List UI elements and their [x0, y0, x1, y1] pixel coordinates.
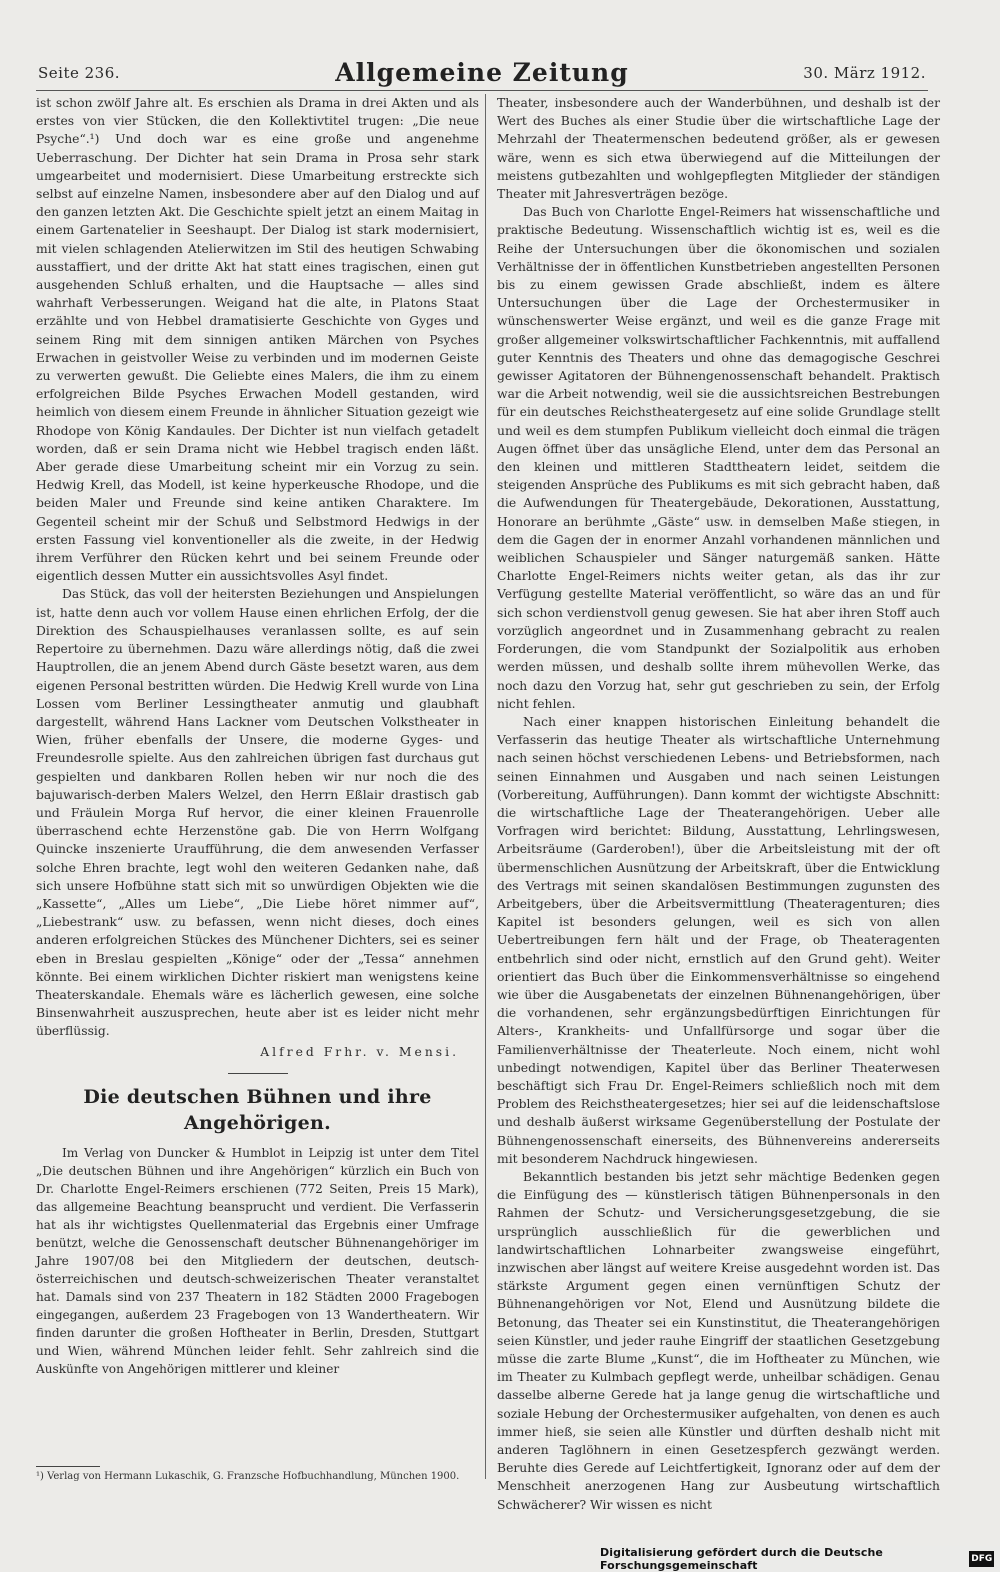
section-heading: Die deutschen Bühnen und ihre Angehörigen. — [83, 1085, 432, 1134]
header-rule — [36, 90, 928, 91]
section-paragraph: Im Verlag von Duncker & Humblot in Leipzig ist unter dem Titel „Die deutschen Bühnen und ihre Angehörigen“ kürzlich ein Buch von Dr. Charlotte Engel-Reimers erschienen (772 Seiten, Preis 15 Mark), das allgemeine Beachtung beansprucht und verdient. Die Verfasserin hat als ihr wichtigstes Quellenmaterial das Ergebnis einer Umfrage benützt, welche die Genossenschaft deutscher Bühnenangehöriger im Jahre 1907/08 bei den Mitgliedern der deutschen, deutsch-österreichischen und deutsch-schweizerischen Theater veranstaltet hat. Damals sind von 237 Theatern in 182 Städten 2000 Fragebogen eingegangen, außerdem 23 Fragebogen von 13 Wandertheatern. Wir finden darunter die großen Hoftheater in Berlin, Dresden, Stuttgart und Wien, während München leider fehlt. Sehr zahlreich sind die Auskünfte von Angehörigen mittlerer und kleiner — [36, 1145, 479, 1376]
right-column — [497, 94, 940, 1512]
page-header — [38, 58, 926, 90]
newspaper-title: Allgemeine Zeitung — [335, 58, 629, 87]
left-paragraph-2: Das Stück, das voll der heitersten Beziehungen und Anspielungen ist, hatte denn auch vor vollem Hause einen ehrlichen Erfolg, der die Direktion des Schauspielhauses veranlassen sollte, es auf sein Repertoire zu übernehmen. Dazu wäre allerdings nötig, daß die zwei Hauptrollen, die an jenem Abend durch Gäste besetzt waren, aus dem eigenen Personal bestritten würden. Die Hedwig Krell wurde von Lina Lossen vom Berliner Lessingtheater anmutig und glaubhaft dargestellt, während Hans Lackner vom Deutschen Volkstheater in Wien, früher ebenfalls der Unsere, die moderne Gyges- und Freundesrolle spielte. Aus den zahlreichen übrigen fast durchaus gut gespielten und dankbaren Rollen heben wir nur noch die des bajuwarisch-derben Malers Welzel, den Herrn Eßlair drastisch gab und Fräulein Morga Ruf hervor, die einer kleinen Frauenrolle überraschend echte Herzenstöne gab. Die von Herrn Wolfgang Quincke inszenierte Uraufführung, die dem anwesenden Verfasser solche Ehren brachte, legt wohl den weiteren Gedanken nahe, daß sich unsere Hofbühne statt sich mit so unwürdigen Objekten wie die „Kassette“, „Alles um Liebe“, „Die Liebe höret nimmer auf“, „Liebestrank“ usw. zu befassen, wenn nicht dieses, doch eines anderen erfolgreichen Stückes des Münchener Dichters, sei es seiner eben in Breslau gespielten „Könige“ oder der „Tessa“ annehmen könnte. Bei einem wirklichen Dichter riskiert man wenigstens keine Theaterskandale. Ehemals wäre es lächerlich gewesen, eine solche Binsenwahrheit auszusprechen, heute aber ist es leider nicht mehr überflüssig. — [36, 587, 479, 1039]
section-separator — [228, 1073, 288, 1074]
footnote: ¹) Verlag von Hermann Lukaschik, G. Franzsche Hofbuchhandlung, München 1900. — [36, 1471, 460, 1482]
right-paragraph-2: Das Buch von Charlotte Engel-Reimers hat wissenschaftliche und praktische Bedeutung. Wissenschaftlich wichtig ist es, weil es die Reihe der Untersuchungen über die ökonomischen und sozialen Verhältnisse der in öffentlichen Kunstbetrieben angestellten Personen bis zu einem gewissen Grade abschließt, indem es ältere Untersuchungen über die Lage der Orchestermusiker in wünschenswerter Weise ergänzt, und weil es die ganze Frage mit großer allgemeiner volkswirtschaftlicher Fachkenntnis, mit auffallend guter Kenntnis des Theaters und ohne das demagogische Geschrei gewisser Agitatoren der Bühnengenossenschaft behandelt. Praktisch war die Arbeit notwendig, weil sie die aussichtsreichen Bestrebungen für ein deutsches Reichstheatergesetz auf eine solide Grundlage stellt und weil es dem stumpfen Publikum vielleicht doch einmal die trägen Augen öffnet über das unsägliche Elend, unter dem das Personal an den kleinen und mittleren Stadttheatern leidet, seitdem die steigenden Ansprüche des Publikums es mit sich gebracht haben, daß die Aufwendungen für Theatergebäude, Dekorationen, Ausstattung, Honorare an berühmte „Gäste“ usw. in demselben Maße stiegen, in dem die Gagen der in enormer Anzahl vorhandenen männlichen und weiblichen Schauspieler und Sänger naturgemäß sanken. Hätte Charlotte Engel-Reimers nichts weiter getan, als das ihr zur Verfügung gestellte Material veröffentlicht, so wäre das an und für sich schon verdienstvoll genug gewesen. Sie hat aber ihren Stoff auch vorzüglich angeordnet und in Zusammenhang gebracht zu realen Forderungen, die vom Standpunkt der Sozialpolitik aus erhoben werden müssen, und deshalb sollte ihrem mühevollen Werke, das noch dazu den Vorzug hat, sehr gut geschrieben zu sein, der Erfolg nicht fehlen. — [497, 205, 940, 711]
right-paragraph-1: Theater, insbesondere auch der Wanderbühnen, und deshalb ist der Wert des Buches als einer Studie über die wirtschaftliche Lage der Mehrzahl der Theatermenschen bedeutend größer, als er gewesen wäre, wenn es sich etwa überwiegend auf die Mitteilungen der meistens gutbezahlten und wohlgepflegten Mitglieder der ständigen Theater mit Jahresverträgen bezöge. — [497, 96, 940, 202]
author-signature: Alfred Frhr. v. Mensi. — [260, 1044, 459, 1059]
right-paragraph-4: Bekanntlich bestanden bis jetzt sehr mächtige Bedenken gegen die Einfügung des — künstlerisch tätigen Bühnenpersonals in den Rahmen der Schutz- und Versicherungsgesetzgebung, die sie ursprünglich ausschließlich für die gewerblichen und landwirtschaftlichen Lohnarbeiter zwangsweise eingeführt, inzwischen aber längst auf weitere Kreise ausgedehnt worden ist. Das stärkste Argument gegen einen vernünftigen Schutz der Bühnenangehörigen vor Not, Elend und Ausnützung bildete die Betonung, das Theater sei ein Kunstinstitut, die Theaterangehörigen seien Künstler, und jeder rauhe Eingriff der staatlichen Gesetzgebung müsse die zarte Blume „Kunst“, die im Hoftheater zu München, wie im Theater zu Kulmbach gepflegt werde, unheilbar schädigen. Genau dasselbe alberne Gerede hat ja lange genug die wirtschaftliche und soziale Hebung der Orchestermusiker aufgehalten, von denen es auch immer hieß, sie seien alle Künstler und dürften deshalb nicht mit anderen Taglöhnern in einen Gesetzespferch gezwängt werden. Beruhte dies Gerede auf Leichtfertigkeit, Ignoranz oder auf dem der Menschheit anerzogenen Hang zur Ausbeutung wirtschaftlich Schwächerer? Wir wissen es nicht — [497, 1169, 940, 1512]
footnote-rule — [36, 1466, 100, 1467]
dfg-logo[interactable]: DFG — [969, 1551, 994, 1567]
right-paragraph-3: Nach einer knappen historischen Einleitung behandelt die Verfasserin das heutige Theater als wirtschaftliche Unternehmung nach seinen höchst verschiedenen Lebens- und Betriebsformen, nach seinen Einnahmen und Ausgaben und nach seinen Leistungen (Vorbereitung, Aufführungen). Dann kommt der wichtigste Abschnitt: die wirtschaftliche Lage der Theaterangehörigen. Ueber alle Vorfragen wird berichtet: Bildung, Ausstattung, Lehrlingswesen, Arbeitsräume (Garderoben!), über die Arbeitsleistung mit der oft übermenschlichen Ausnützung der Arbeitskraft, über die Entwicklung des Vertrags mit seinen skandalösen Bestimmungen zugunsten des Arbeitgebers, über die Arbeitsvermittlung (Theateragenturen; dies Kapitel ist besonders gelungen, weil es sich von allen Uebertreibungen fern hält und der Frage, ob Theateragenten entbehrlich sind oder nicht, ernstlich auf den Grund geht). Weiter orientiert das Buch über die Einkommensverhältnisse so eingehend wie über die Ausgabenetats der einzelnen Bühnenangehörigen, über die vorhandenen, sehr ergänzungsbedürftigen Einrichtungen für Alters-, Krankheits- und Unfallfürsorge und sogar über die Familienverhältnisse der Theaterleute. Noch einem, nicht wohl unbedingt notwendigen, Kapitel über das Berliner Theaterwesen beschäftigt sich Frau Dr. Engel-Reimers schließlich noch mit dem Problem des Reichstheatergesetzes; hier sei auf die leidenschaftslose und deshalb äußerst wirksame Gegenüberstellung der Postulate der Bühnengenossenschaft einerseits, des Bühnenvereins andererseits mit besonderem Nachdruck hingewiesen. — [497, 714, 940, 1166]
funding-footer — [600, 1546, 1000, 1572]
issue-date: 30. März 1912. — [803, 64, 926, 82]
left-paragraph-1: ist schon zwölf Jahre alt. Es erschien als Drama in drei Akten und als erstes von vier Stücken, die den Kollektivtitel trugen: „Die neue Psyche“.¹) Und doch war es eine große und angenehme Ueberraschung. Der Dichter hat sein Drama in Prosa sehr stark umgearbeitet und modernisiert. Diese Umarbeitung erstreckte sich selbst auf einzelne Namen, insbesondere aber auf den Dialog und auf den ganzen letzten Akt. Die Geschichte spielt jetzt an einem Maitag in einem Gartenatelier in Seeshaupt. Der Dialog ist stark modernisiert, mit vielen schlagenden Atelierwitzen im Stil des heutigen Schwabing ausstaffiert, und der dritte Akt hat statt eines tragischen, einen gut ausgehenden Schluß erhalten, und die Hauptsache — alles sind wahrhaft Verbesserungen. Weigand hat die alte, in Platons Staat erzählte und von Hebbel dramatisierte Geschichte von Gyges und seinem Ring mit dem sinnigen antiken Märchen von Psyches Erwachen in geistvoller Weise zu verbinden und im modernen Geiste zu verwerten gewußt. Die Geliebte eines Malers, die ihm zu einem erfolgreichen Bilde Psyches Erwachen Modell gestanden, wird heimlich von diesem einem Freunde in ähnlicher Situation gezeigt wie Rhodope von König Kandaules. Der Dichter ist nun vielfach getadelt worden, daß er sein Drama nicht wie Hebbel tragisch enden läßt. Aber gerade diese Umarbeitung scheint mir ein Vorzug zu sein. Hedwig Krell, das Modell, ist keine hyperkeusche Rhodope, und die beiden Maler und Freunde sind keine antiken Charaktere. Im Gegenteil scheint mir der Schuß und Selbstmord Hedwigs in der ersten Fassung viel konventioneller als die zweite, in der Hedwig ihrem Verführer den Rücken kehrt und bei seinem Freunde oder eigentlich dessen Mutter ein aussichtsvolles Asyl findet. — [36, 96, 479, 584]
funding-text: Digitalisierung gefördert durch die Deutsche Forschungsgemeinschaft — [600, 1546, 883, 1572]
left-column — [36, 94, 479, 1479]
column-divider — [485, 94, 486, 1479]
page-number: Seite 236. — [38, 64, 121, 82]
